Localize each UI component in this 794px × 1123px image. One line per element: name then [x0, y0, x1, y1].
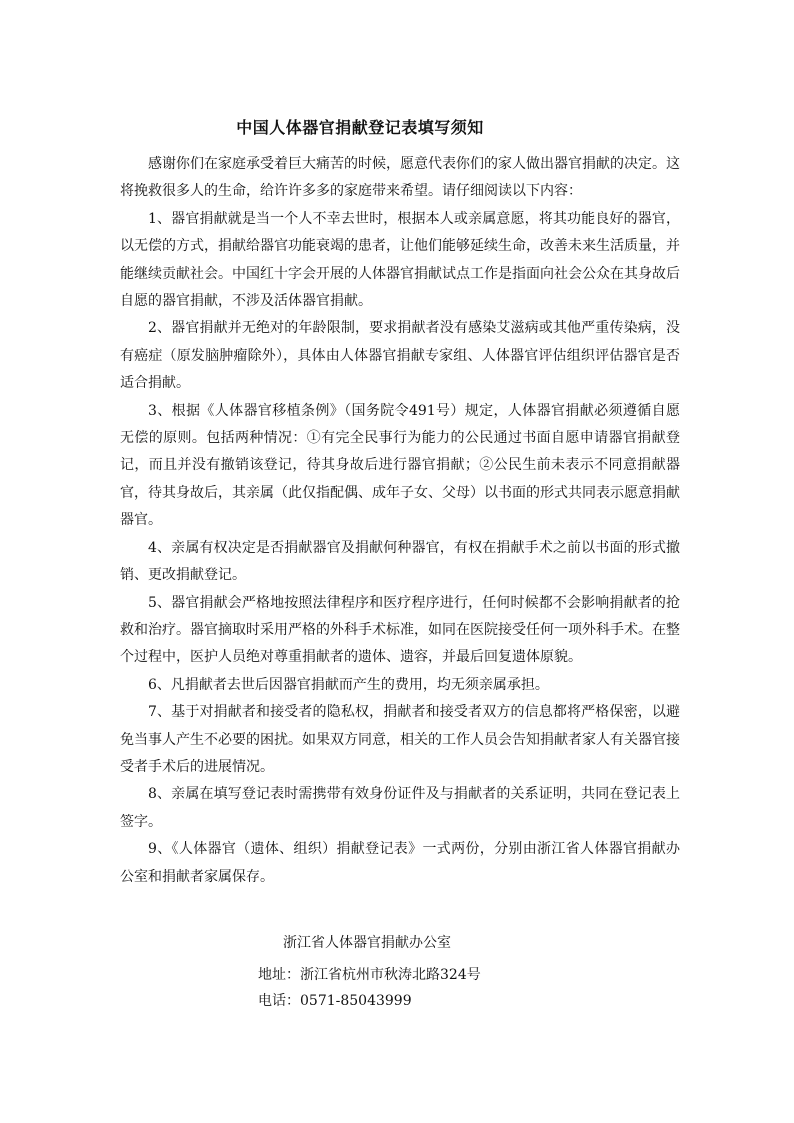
footer-phone: 电话：0571-85043999	[258, 993, 412, 1009]
notice-item-7: 7、基于对捐献者和接受者的隐私权，捐献者和接受者双方的信息都将严格保密，以避免当事人产生不必要的困扰。如果双方同意，相关的工作人员会告知捐献者家人有关器官接受者手术后的进展情况。	[120, 704, 680, 775]
footer-address: 地址：浙江省杭州市秋涛北路324号	[258, 967, 481, 983]
notice-item-1: 1、器官捐献就是当一个人不幸去世时，根据本人或亲属意愿，将其功能良好的器官，以无偿的方式，捐献给器官功能衰竭的患者，让他们能够延续生命，改善未来生活质量，并能继续贡献社会。中国红十字会开展的人体器官捐献试点工作是指面向社会公众在其身故后自愿的器官捐献，不涉及活体器官捐献。	[120, 210, 680, 310]
document-title: 中国人体器官捐献登记表填写须知	[236, 118, 484, 137]
document-body	[120, 151, 680, 891]
intro-paragraph: 感谢你们在家庭承受着巨大痛苦的时候，愿意代表你们的家人做出器官捐献的决定。这将挽救很多人的生命，给许许多多的家庭带来希望。请仔细阅读以下内容：	[120, 156, 680, 200]
notice-item-6: 6、凡捐献者去世后因器官捐献而产生的费用，均无须亲属承担。	[148, 676, 549, 693]
footer-organization: 浙江省人体器官捐献办公室	[283, 935, 451, 951]
notice-item-4: 4、亲属有权决定是否捐献器官及捐献何种器官，有权在捐献手术之前以书面的形式撤销、更改捐献登记。	[120, 539, 680, 584]
notice-item-8: 8、亲属在填写登记表时需携带有效身份证件及与捐献者的关系证明，共同在登记表上签字。	[120, 786, 680, 830]
notice-item-2: 2、器官捐献并无绝对的年龄限制，要求捐献者没有感染艾滋病或其他严重传染病，没有癌症（原发脑肿瘤除外），具体由人体器官捐献专家组、人体器官评估组织评估器官是否适合捐献。	[120, 320, 680, 392]
notice-item-9: 9、《人体器官（遗体、组织）捐献登记表》一式两份，分别由浙江省人体器官捐献办公室和捐献者家属保存。	[120, 841, 680, 885]
notice-item-3: 3、根据《人体器官移植条例》（国务院令491号）规定，人体器官捐献必须遵循自愿无偿的原则。包括两种情况：①有完全民事行为能力的公民通过书面自愿申请器官捐献登记，而且并没有撤销该登记，待其身故后进行器官捐献；②公民生前未表示不同意捐献器官，待其身故后，其亲属（此仅指配偶、成年子女、父母）以书面的形式共同表示愿意捐献器官。	[120, 402, 680, 529]
notice-item-5: 5、器官捐献会严格地按照法律程序和医疗程序进行，任何时候都不会影响捐献者的抢救和治疗。器官摘取时采用严格的外科手术标准，如同在医院接受任何一项外科手术。在整个过程中，医护人员绝对尊重捐献者的遗体、遗容，并最后回复遗体原貌。	[120, 594, 680, 666]
